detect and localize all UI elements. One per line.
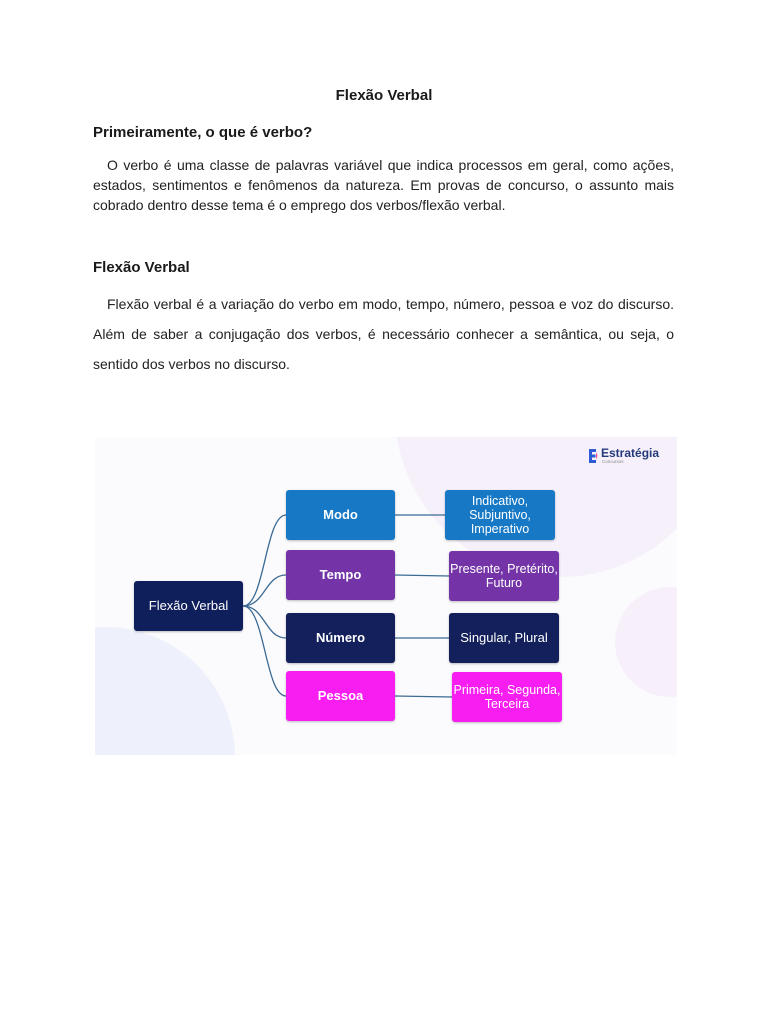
connector-root-pessoa (243, 606, 286, 696)
node-numero-detail: Singular, Plural (449, 613, 559, 663)
document-title: Flexão Verbal (335, 87, 433, 104)
verbal-inflection-diagram (95, 437, 677, 755)
paragraph-verb-definition: O verbo é uma classe de palavras variável que indica processos em geral, como ações, estados, sentimentos e fenômenos da natureza. Em provas de concurso, o assunto mais cobrado dentro desse tema é o emprego dos verbos/flexão verbal. (93, 157, 674, 213)
node-numero: Número (286, 613, 395, 663)
node-tempo-detail: Presente, Pretérito, Futuro (449, 551, 559, 601)
logo-subtitle: Concursos (602, 459, 624, 464)
paragraph-verbal-inflection: Flexão verbal é a variação do verbo em modo, tempo, número, pessoa e voz do discurso. Além de saber a conjugação dos verbos, é necessário conhecer a semântica, ou seja, o sentido dos verbos no discurso. (93, 296, 674, 372)
node-pessoa: Pessoa (286, 671, 395, 721)
node-pessoa-detail: Primeira, Segunda, Terceira (452, 672, 562, 722)
node-root: Flexão Verbal (134, 581, 243, 631)
node-tempo: Tempo (286, 550, 395, 600)
connector-root-modo (243, 515, 286, 606)
section-heading-verbal-inflection: Flexão Verbal (93, 259, 190, 276)
connector-root-tempo (243, 575, 286, 606)
logo-name: Estratégia (601, 446, 660, 460)
connector-pessoa-detail (395, 696, 452, 697)
connector-tempo-detail (395, 575, 449, 576)
section-heading-what-is-verb: Primeiramente, o que é verbo? (93, 124, 313, 141)
node-modo: Modo (286, 490, 395, 540)
connector-root-numero (243, 606, 286, 638)
node-modo-detail: Indicativo, Subjuntivo, Imperativo (445, 490, 555, 540)
